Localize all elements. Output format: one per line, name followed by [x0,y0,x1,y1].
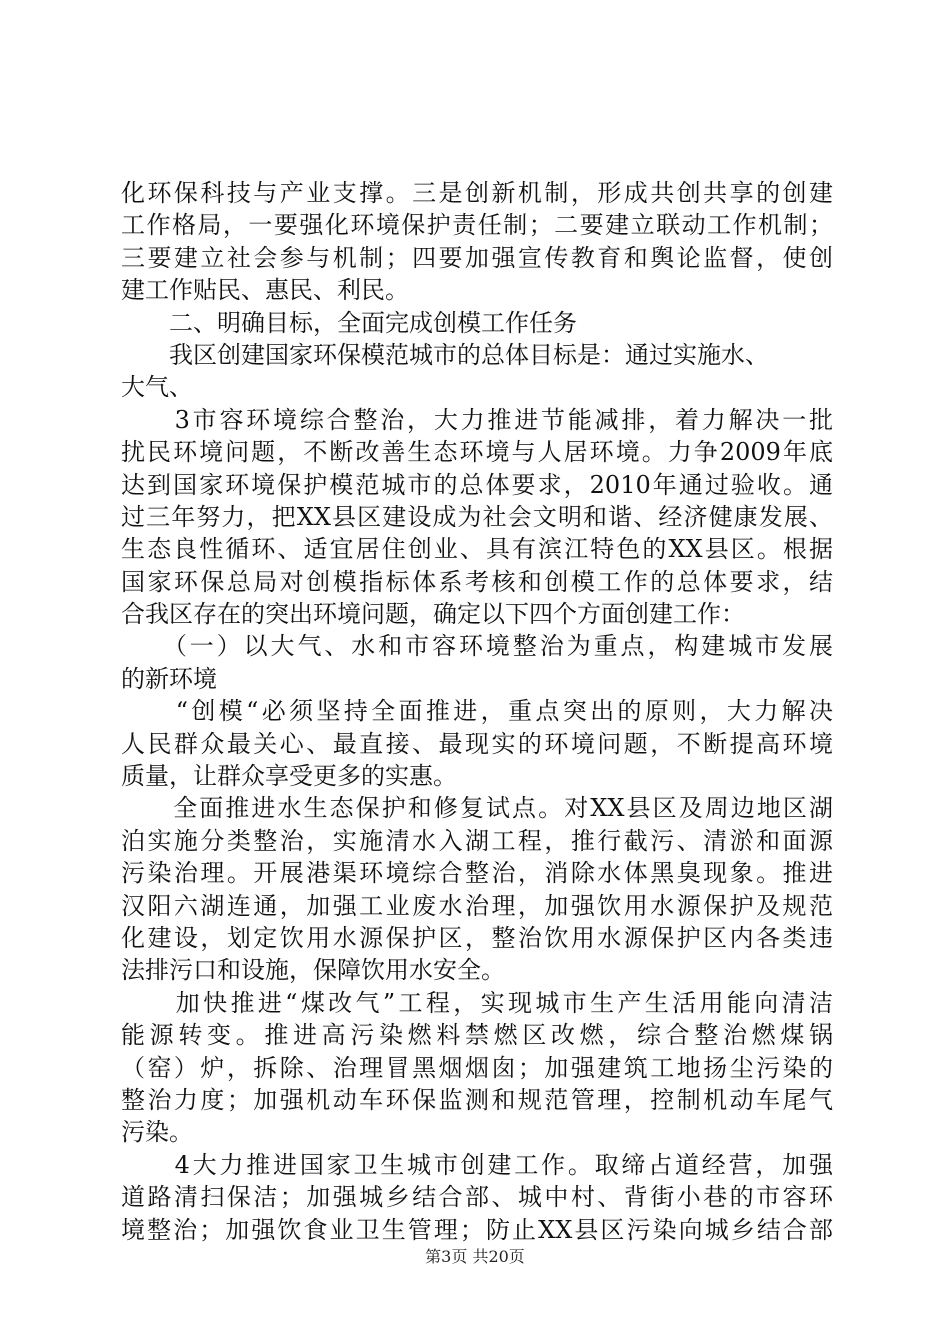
text-line: 4大力推进国家卫生城市创建工作。取缔占道经营，加强 [121,1150,833,1179]
text-line: 污染治理。开展港渠环境综合整治，消除水体黑臭现象。推进 [121,859,833,888]
text-line: 化建设，划定饮用水源保护区，整治饮用水源保护区内各类违 [121,923,833,952]
text-line: 我区创建国家环保模范城市的总体目标是：通过实施水、 [121,340,769,369]
text-line: 达到国家环境保护模范城市的总体要求，2010年通过验收。通 [121,470,833,499]
text-line: 人民群众最关心、最直接、最现实的环境问题，不断提高环境 [121,729,833,758]
text-line: 法排污口和设施，保障饮用水安全。 [121,956,505,985]
text-line: 国家环保总局对创模指标体系考核和创模工作的总体要求，结 [121,567,833,596]
text-line: 工作格局，一要强化环境保护责任制；二要建立联动工作机制； [121,211,833,240]
text-line: 道路清扫保洁；加强城乡结合部、城中村、背街小巷的市容环 [121,1183,833,1212]
text-line: 合我区存在的突出环境问题，确定以下四个方面创建工作： [121,600,745,629]
text-line: 污染。 [121,1118,193,1147]
text-line: 全面推进水生态保护和修复试点。对XX县区及周边地区湖 [121,794,833,823]
text-line: 汉阳六湖连通，加强工业废水治理，加强饮用水源保护及规范 [121,891,833,920]
text-line: （一）以大气、水和市容环境整治为重点，构建城市发展 [121,632,833,661]
text-line: 加快推进“煤改气”工程，实现城市生产生活用能向清洁 [121,988,833,1017]
text-line: 扰民环境问题，不断改善生态环境与人居环境。力争2009年底 [121,438,833,467]
text-line: 化环保科技与产业支撑。三是创新机制，形成共创共享的创建 [121,179,833,207]
text-line: 大气、 [121,373,193,402]
text-line: 过三年努力，把XX县区建设成为社会文明和谐、经济健康发展、 [121,502,833,531]
text-line: 境整治；加强饮食业卫生管理；防止XX县区污染向城乡结合部 [121,1215,833,1244]
text-line: 二、明确目标，全面完成创模工作任务 [121,308,577,337]
text-line: “创模“必须坚持全面推进，重点突出的原则，大力解决 [121,697,833,726]
text-line: 整治力度；加强机动车环保监测和规范管理，控制机动车尾气 [121,1085,833,1114]
text-line: 生态良性循环、适宜居住创业、具有滨江特色的XX县区。根据 [121,535,833,564]
text-line: 能源转变。推进高污染燃料禁燃区改燃，综合整治燃煤锅 [121,1021,833,1050]
text-line: 3市容环境综合整治，大力推进节能减排，着力解决一批 [121,405,833,434]
page-number-footer: 第3页 共20页 [425,1247,525,1266]
text-line: 三要建立社会参与机制；四要加强宣传教育和舆论监督，使创 [121,243,833,272]
text-line: 的新环境 [121,664,217,693]
text-line: 泊实施分类整治，实施清水入湖工程，推行截污、清淤和面源 [121,826,833,855]
text-line: 质量，让群众享受更多的实惠。 [121,762,457,791]
text-line: 建工作贴民、惠民、利民。 [121,276,409,305]
text-line: （窑）炉，拆除、治理冒黑烟烟囱；加强建筑工地扬尘污染的 [121,1053,833,1082]
body-text [121,177,833,1246]
